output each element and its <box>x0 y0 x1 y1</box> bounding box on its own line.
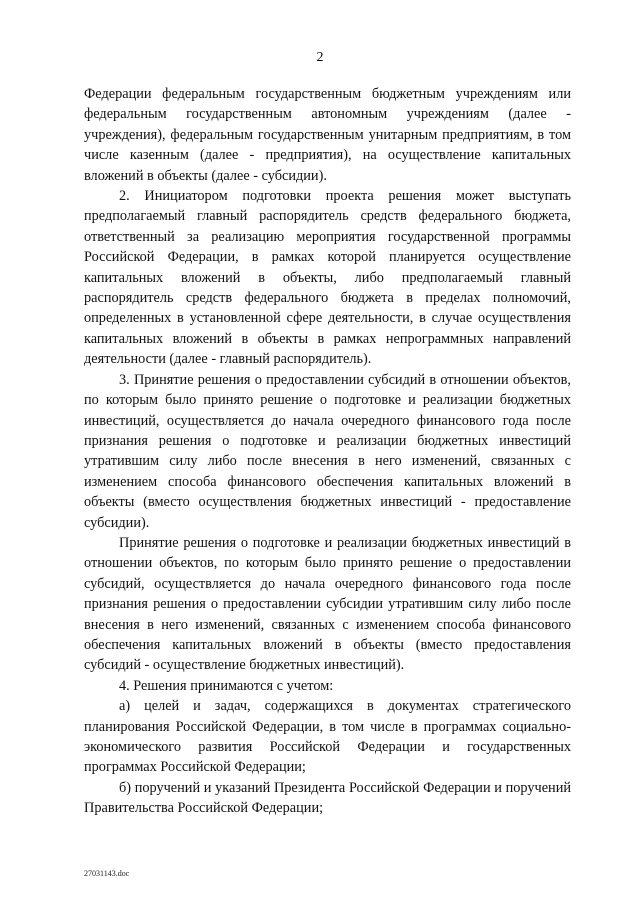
paragraph-item-3: 3. Принятие решения о предоставлении субсидий в отношении объектов, по которым было принято решение о подготовке и реализации бюджетных инвестиций, осуществляется до начала очередного финансового года после признания решения о подготовке и реализации бюджетных инвестиций утратившим силу либо после внесения в него изменений, связанных с изменением способа финансового обеспечения капитальных вложений в объекты (вместо осуществления бюджетных инвестиций - предоставление субсидии). <box>84 371 571 531</box>
paragraph-continuation: Федерации федеральным государственным бюджетным учреждениям или федеральным государственным автономным учреждениям (далее - учреждения), федеральным государственным унитарным предприятиям, в том числе казенным (далее - предприятия), на осуществление капитальных вложений в объекты (далее - субсидии). <box>84 86 571 184</box>
paragraph-item-2: 2. Инициатором подготовки проекта решения может выступать предполагаемый главный распорядитель средств федерального бюджета, ответственный за реализацию мероприятия государственной программы Российской Федерации, в рамках которой планируется осуществление капитальных вложений в объекты, либо предполагаемый главный распорядитель средств федерального бюджета в пределах полномочий, определенных в установленной сфере деятельности, в случае осуществления капитальных вложений в объекты в рамках непрограммных направлений деятельности (далее - главный распорядитель). <box>84 188 571 368</box>
paragraph-subitem-b: б) поручений и указаний Президента Российской Федерации и поручений Правительства Российской Федерации; <box>84 779 571 817</box>
document-body <box>84 84 571 819</box>
footer-filename: 27031143.doc <box>84 869 130 878</box>
paragraph-item-4: 4. Решения принимаются с учетом: <box>119 677 334 694</box>
paragraph-item-3-continued: Принятие решения о подготовке и реализации бюджетных инвестиций в отношении объектов, по которым было принято решение о предоставлении субсидий, осуществляется до начала очередного финансового года после признания решения о предоставлении субсидии утратившим силу либо после внесения в него изменений, связанных с изменением способа финансового обеспечения капитальных вложений в объекты (вместо предоставления субсидий - осуществление бюджетных инвестиций). <box>84 534 571 674</box>
page-number: 2 <box>316 50 324 65</box>
paragraph-subitem-a: а) целей и задач, содержащихся в документах стратегического планирования Российской Федерации, в том числе в программах социально-экономического развития Российской Федерации и государственных программах Российской Федерации; <box>84 698 571 776</box>
